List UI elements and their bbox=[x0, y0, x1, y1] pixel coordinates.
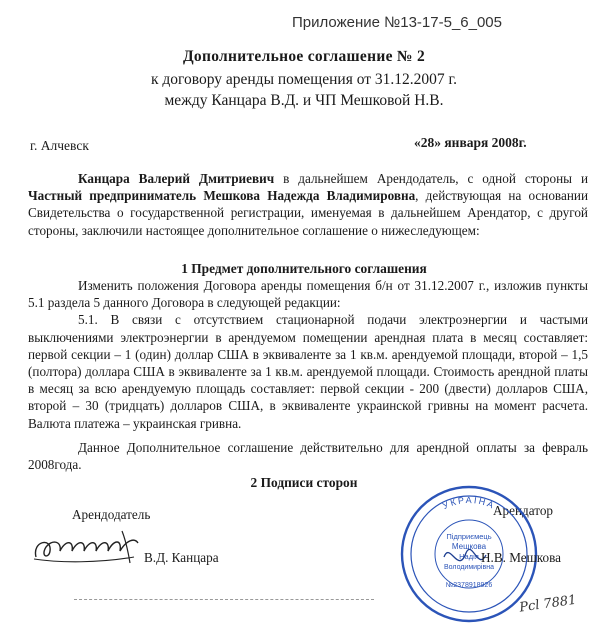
stamp-top-text: УКРАЇНА bbox=[440, 494, 498, 512]
section-2-heading: 2 Подписи сторон bbox=[250, 475, 358, 490]
document-title: Дополнительное соглашение № 2 bbox=[182, 48, 426, 65]
parties-paragraph bbox=[28, 170, 588, 239]
signature-line bbox=[74, 599, 374, 600]
document-date: «28» января 2008г. bbox=[414, 135, 527, 150]
stamp-line-5: №2378918926 bbox=[445, 582, 493, 589]
lessor-role-label: Арендодатель bbox=[72, 507, 151, 522]
parties-text-2: , действующая на основании Свидетельства о государственной регистрации, именуемая в дальнейшем Арендатор, с другой стороны, заключили настоящее дополнительное соглашение о нижеследующем: bbox=[28, 188, 589, 238]
stamp-line-2: Мешкова bbox=[451, 542, 487, 551]
party-2-name: Частный предприниматель Мешкова Надежда Владимировна bbox=[28, 188, 416, 204]
lessor-signature bbox=[30, 527, 148, 567]
document-subtitle-parties: между Канцара В.Д. и ЧП Мешковой Н.В. bbox=[164, 92, 444, 109]
lessee-role-label: Арендатор bbox=[493, 503, 554, 518]
section-1-paragraph-1: Изменить положения Договора аренды помещения б/н от 31.12.2007 г., изложив пункты 5.1 раздела 5 данного Договора в следующей редакции: bbox=[28, 278, 588, 311]
section-1-body bbox=[28, 277, 588, 432]
document-subtitle-contract: к договору аренды помещения от 31.12.2007 г. bbox=[150, 71, 458, 88]
stamp-line-1: Підприємець bbox=[446, 532, 492, 541]
annex-label: Приложение №13-17-5_6_005 bbox=[292, 14, 502, 31]
section-1-heading: 1 Предмет дополнительного соглашения bbox=[181, 261, 427, 276]
validity-paragraph: Данное Дополнительное соглашение действительно для арендной оплаты за февраль 2008года. bbox=[28, 440, 588, 473]
stamp-line-3: Надія bbox=[459, 552, 479, 561]
handwritten-note bbox=[515, 590, 579, 616]
lessor-name: В.Д. Канцара bbox=[144, 550, 219, 565]
section-1-paragraph-2: 5.1. В связи с отсутствием стационарной подачи электроэнергии и частыми выключениями электроэнергии в арендуемом помещении арендная плата в месяц составляет: первой секции – 1 (один) доллар США в эквиваленте за 1 кв.м. арендуемой площади, второй – 1,5 (полтора) доллара США в эквиваленте за 1 кв.м. арендуемой площади. Стоимость арендной платы в месяц за всю арендуемую площадь составляет: первой секции - 200 (двести) долларов США, второй – 30 (тридцать) долларов США, в эквиваленте украинской гривны на момент расчета. Валюта платежа – украинская гривна. bbox=[28, 312, 588, 431]
party-1-name: Канцара Валерий Дмитриевич bbox=[78, 171, 275, 186]
parties-text-1: в дальнейшем Арендодатель, с одной стороны и bbox=[274, 171, 588, 186]
lessee-name: Н.В. Мешкова bbox=[481, 550, 562, 565]
stamp-line-4: Володимирівна bbox=[444, 564, 494, 571]
svg-text:УКРАЇНА bbox=[441, 495, 497, 511]
city: г. Алчевск bbox=[30, 138, 89, 153]
handwritten-note-text: Рсl 7881 bbox=[518, 592, 578, 616]
